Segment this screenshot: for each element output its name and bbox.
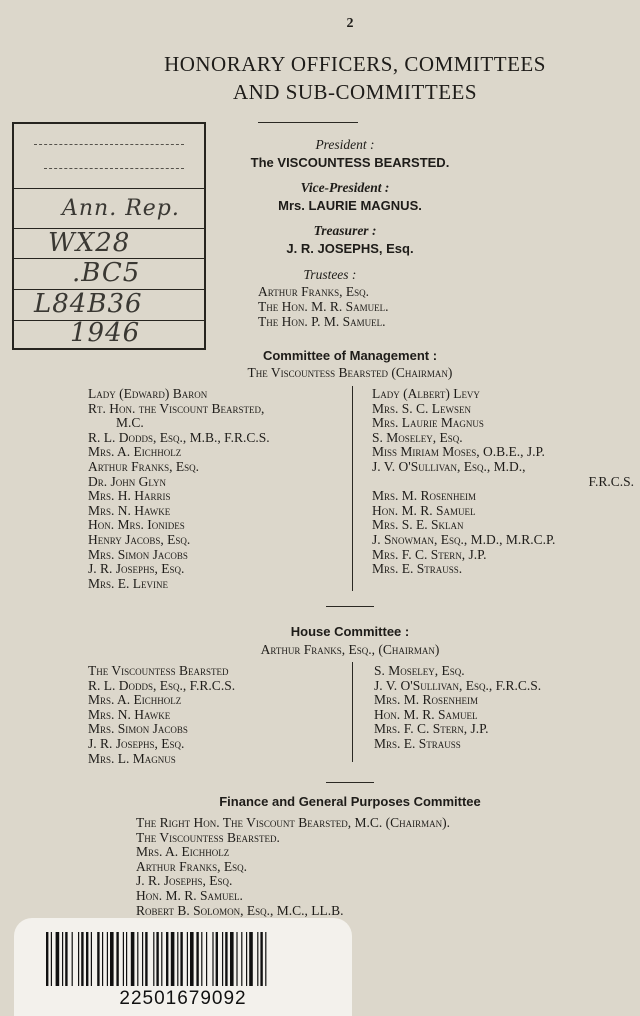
member-item: Mrs. E. Strauss.	[372, 561, 463, 577]
section-divider	[326, 782, 374, 783]
member-item: R. L. Dodds, Esq., M.B., F.R.C.S.	[88, 429, 270, 445]
member-item: Mrs. M. Rosenheim	[374, 692, 479, 708]
member-item: Arthur Franks, Esq.	[136, 858, 247, 874]
trustee-item: The Hon. P. M. Samuel.	[258, 314, 386, 329]
member-item: Mrs. H. Harris	[88, 488, 171, 504]
member-item: Mrs. S. E. Sklan	[372, 517, 464, 533]
treasurer-name: J. R. JOSEPHS, Esq.	[286, 241, 414, 256]
member-item: Hon. M. R. Samuel	[374, 706, 478, 722]
member-item: The Viscountess Bearsted.	[136, 829, 280, 845]
member-item: Mrs. Simon Jacobs	[88, 721, 188, 737]
member-item: R. L. Dodds, Esq., F.R.C.S.	[88, 677, 236, 693]
label-text-1: Ann. Rep.	[62, 196, 180, 221]
member-item: Mrs. L. Magnus	[88, 750, 176, 766]
catalogue-label	[12, 122, 206, 350]
member-item: Mrs. Simon Jacobs	[88, 546, 188, 562]
member-item: Henry Jacobs, Esq.	[88, 531, 191, 547]
page-title-line1: HONORARY OFFICERS, COMMITTEES	[164, 52, 546, 76]
house-right-list	[374, 664, 636, 752]
barcode-icon	[46, 932, 332, 986]
member-item: J. Snowman, Esq., M.D., M.R.C.P.	[372, 531, 556, 547]
member-item: J. V. O'Sullivan, Esq., F.R.C.S.	[374, 677, 542, 693]
member-item: Mrs. F. C. Stern, J.P.	[374, 721, 489, 737]
member-item: Arthur Franks, Esq.	[88, 458, 199, 474]
section-divider	[326, 606, 374, 607]
member-item: Hon. M. R. Samuel	[372, 502, 476, 518]
member-item: Mrs. A. Eichholz	[88, 444, 182, 460]
treasurer-label: Treasurer :	[313, 223, 377, 238]
management-heading: Committee of Management :	[262, 348, 438, 363]
president-name: The VISCOUNTESS BEARSTED.	[250, 155, 450, 170]
member-item: Mrs. M. Rosenheim	[372, 488, 477, 504]
member-item: Mrs. E. Strauss	[374, 735, 461, 751]
member-item: Mrs. E. Levine	[88, 575, 168, 591]
member-item: The Right Hon. The Viscount Bearsted, M.C. (Chairman).	[136, 815, 451, 830]
member-item: J. R. Josephs, Esq.	[136, 873, 233, 889]
house-left-list	[88, 664, 348, 766]
vice-president-label: Vice-President :	[300, 180, 390, 195]
trustee-item: Arthur Franks, Esq.	[258, 284, 369, 299]
column-divider	[352, 386, 353, 591]
label-text-5: 1946	[70, 318, 141, 348]
member-item: Dr. John Glyn	[88, 473, 166, 489]
barcode-number: 22501679092	[119, 988, 247, 1009]
management-left-list	[88, 387, 348, 591]
trustees-label: Trustees :	[303, 267, 357, 282]
management-right-list	[372, 387, 634, 577]
member-item: Hon. M. R. Samuel.	[136, 887, 243, 903]
management-chairman: The Viscountess Bearsted (Chairman)	[247, 365, 453, 380]
label-text-3: .BC5	[72, 258, 141, 288]
finance-list	[136, 816, 616, 918]
president-label: President :	[315, 137, 375, 152]
label-text-4: L84B36	[34, 289, 143, 319]
page-title-line2: AND SUB-COMMITTEES	[232, 80, 478, 104]
member-item: Mrs. Laurie Magnus	[372, 415, 484, 431]
trustee-item: The Hon. M. R. Samuel.	[258, 299, 389, 314]
barcode-sticker	[14, 918, 352, 1016]
member-item: Robert B. Solomon, Esq., M.C., LL.B.	[136, 902, 344, 918]
member-item: F.R.C.S.	[588, 473, 634, 489]
member-item: The Viscountess Bearsted	[88, 663, 229, 678]
member-item: J. R. Josephs, Esq.	[88, 561, 185, 577]
column-divider	[352, 662, 353, 762]
member-item: Mrs. A. Eichholz	[136, 844, 230, 860]
member-item: Mrs. S. C. Lewsen	[372, 400, 472, 416]
house-heading: House Committee :	[290, 624, 410, 639]
member-item: Mrs. N. Hawke	[88, 502, 171, 518]
member-item: Lady (Albert) Levy	[372, 386, 480, 401]
member-item: S. Moseley, Esq.	[374, 663, 465, 678]
page-number: 2	[346, 16, 354, 31]
member-item: Mrs. A. Eichholz	[88, 692, 182, 708]
label-text-2: WX28	[48, 228, 131, 258]
member-item: S. Moseley, Esq.	[372, 429, 463, 445]
vice-president-name: Mrs. LAURIE MAGNUS.	[278, 198, 422, 213]
member-item: J. R. Josephs, Esq.	[88, 735, 185, 751]
member-item: J. V. O'Sullivan, Esq., M.D.,	[372, 458, 526, 474]
member-item: Mrs. F. C. Stern, J.P.	[372, 546, 487, 562]
member-item: Rt. Hon. the Viscount Bearsted,	[88, 400, 265, 416]
house-chairman: Arthur Franks, Esq., (Chairman)	[260, 642, 440, 657]
member-item: M.C.	[116, 415, 144, 431]
member-item: Miss Miriam Moses, O.B.E., J.P.	[372, 444, 545, 460]
member-item: Mrs. N. Hawke	[88, 706, 171, 722]
finance-heading: Finance and General Purposes Committee	[219, 794, 481, 809]
member-item: Lady (Edward) Baron	[88, 386, 208, 401]
member-item: Hon. Mrs. Ionides	[88, 517, 185, 533]
